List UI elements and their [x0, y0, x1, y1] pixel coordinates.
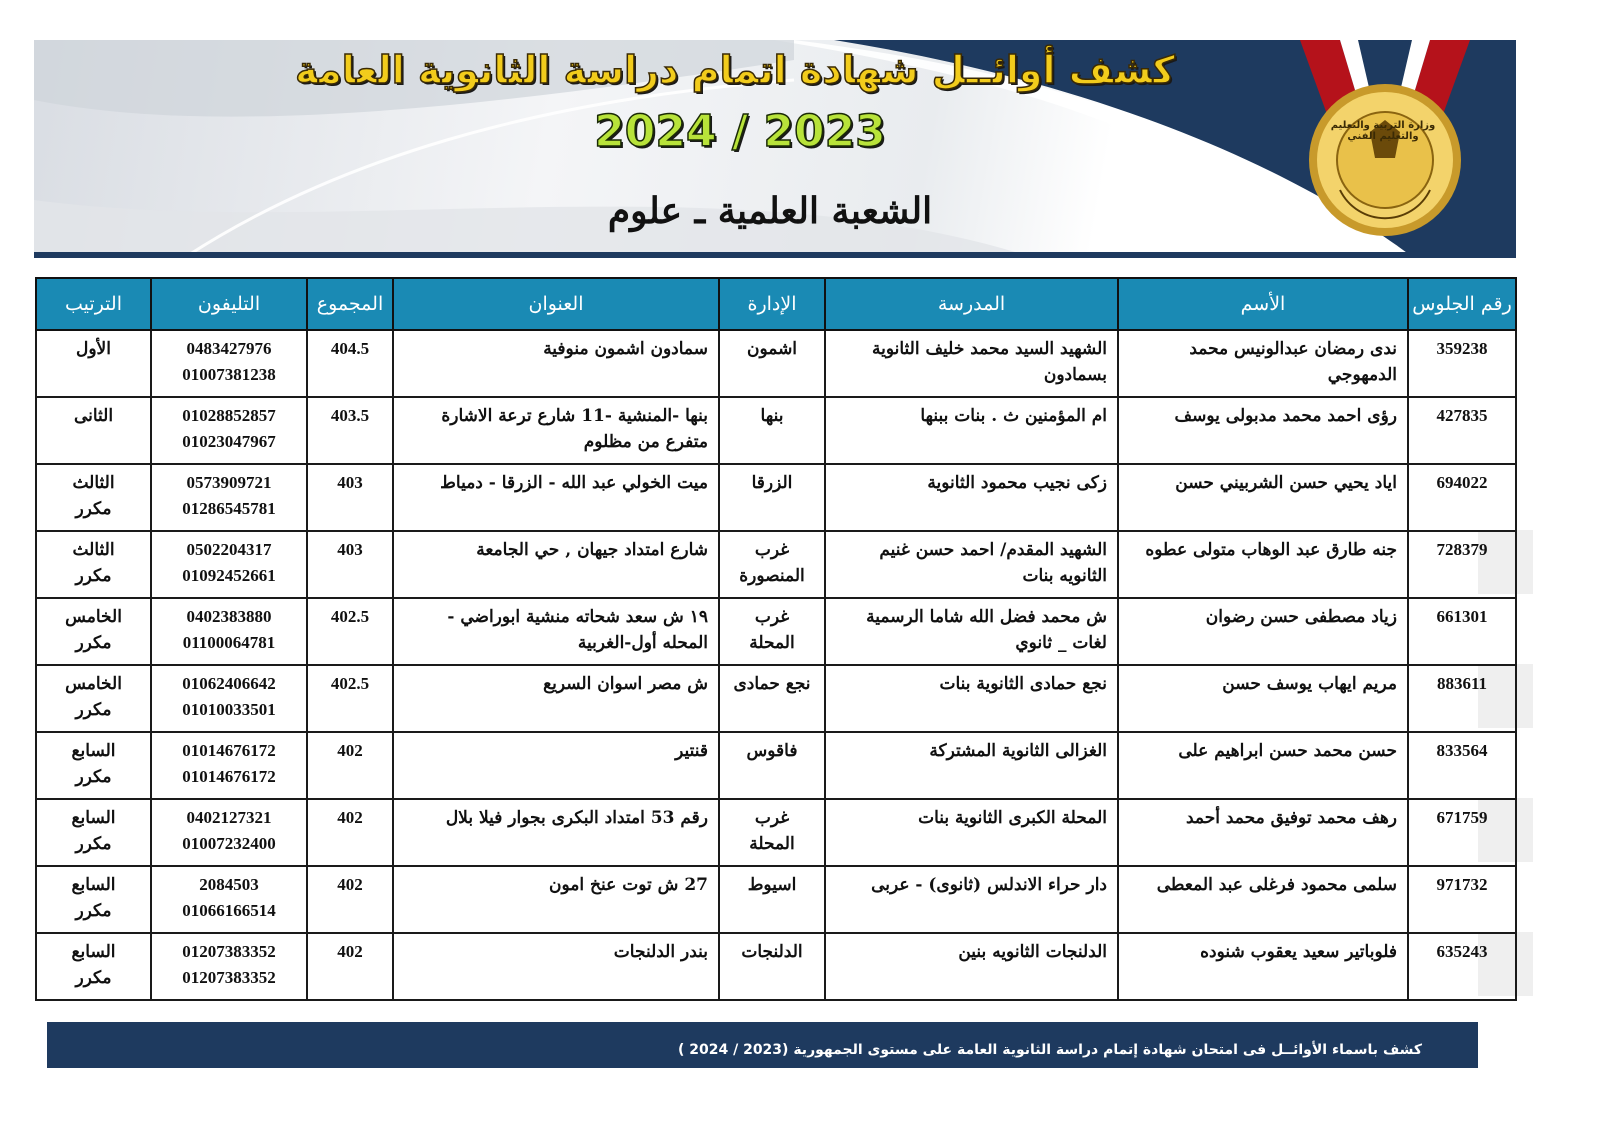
phone-cell — [151, 866, 307, 933]
phone-primary: 0402383880 — [186, 607, 272, 626]
column-header-seat: رقم الجلوس — [1408, 278, 1516, 330]
total-score: 404.5 — [307, 330, 393, 397]
rank-note: مكرر — [75, 499, 112, 519]
school-name: دار حراء الاندلس (ثانوى) - عربى — [825, 866, 1118, 933]
rank-label: السابع — [71, 741, 116, 761]
school-name: الدلنجات الثانويه بنين — [825, 933, 1118, 1000]
rank-note: مكرر — [75, 633, 112, 653]
student-name: اياد يحيي حسن الشربيني حسن — [1118, 464, 1408, 531]
rank-cell — [36, 799, 151, 866]
school-name: نجع حمادى الثانوية بنات — [825, 665, 1118, 732]
seat-number: 971732 — [1408, 866, 1516, 933]
rank-label: الخامس — [65, 674, 122, 694]
total-score: 403 — [307, 531, 393, 598]
rank-cell — [36, 531, 151, 598]
rank-label: السابع — [71, 942, 116, 962]
phone-cell — [151, 464, 307, 531]
rank-note: مكرر — [75, 767, 112, 787]
phone-primary: 2084503 — [199, 875, 259, 894]
address: ميت الخولي عبد الله - الزرقا - دمياط — [393, 464, 719, 531]
phone-cell — [151, 598, 307, 665]
rank-label: الخامس — [65, 607, 122, 627]
table-row — [36, 665, 1516, 732]
banner-divider — [34, 252, 1516, 258]
rank-note: مكرر — [75, 700, 112, 720]
rank-cell — [36, 665, 151, 732]
phone-cell — [151, 531, 307, 598]
page-subtitle: الشعبة العلمية ـ علوم — [607, 190, 933, 232]
administration: نجع حمادى — [719, 665, 825, 732]
student-name: سلمى محمود فرغلى عبد المعطى — [1118, 866, 1408, 933]
administration: بنها — [719, 397, 825, 464]
table-row — [36, 397, 1516, 464]
student-name: رهف محمد توفيق محمد أحمد — [1118, 799, 1408, 866]
phone-secondary: 01066166514 — [182, 901, 276, 920]
rank-cell — [36, 866, 151, 933]
page-title: كشف أوائــل شهادة اتمام دراسة الثانوية العامة — [295, 48, 1175, 92]
address: شارع امتداد جيهان , حي الجامعة — [393, 531, 719, 598]
column-header-total: المجموع — [307, 278, 393, 330]
student-name: ندى رمضان عبدالونيس محمد الدمهوجي — [1118, 330, 1408, 397]
student-name: حسن محمد حسن ابراهيم على — [1118, 732, 1408, 799]
school-name: ام المؤمنين ث . بنات ببنها — [825, 397, 1118, 464]
seat-number: 694022 — [1408, 464, 1516, 531]
administration: فاقوس — [719, 732, 825, 799]
phone-primary: 01028852857 — [182, 406, 276, 425]
student-name: رؤى احمد محمد مدبولى يوسف — [1118, 397, 1408, 464]
total-score: 402 — [307, 933, 393, 1000]
administration: اشمون — [719, 330, 825, 397]
phone-cell — [151, 397, 307, 464]
rank-note: مكرر — [75, 566, 112, 586]
phone-cell — [151, 732, 307, 799]
phone-secondary: 01023047967 — [182, 432, 276, 451]
phone-secondary: 01286545781 — [182, 499, 276, 518]
school-name: المحلة الكبرى الثانوية بنات — [825, 799, 1118, 866]
phone-primary: 0483427976 — [186, 339, 272, 358]
student-name: جنه طارق عبد الوهاب متولى عطوه — [1118, 531, 1408, 598]
administration: اسيوط — [719, 866, 825, 933]
phone-cell — [151, 665, 307, 732]
school-name: الشهيد المقدم/ احمد حسن غنيم الثانويه بنات — [825, 531, 1118, 598]
phone-secondary: 01100064781 — [182, 633, 276, 652]
seat-number: 728379 — [1408, 531, 1516, 598]
ministry-emblem-label: وزارة التربية والتعليم والتعليم الفني — [1330, 120, 1436, 142]
rank-cell — [36, 464, 151, 531]
phone-cell — [151, 330, 307, 397]
phone-cell — [151, 933, 307, 1000]
administration: الدلنجات — [719, 933, 825, 1000]
table-row — [36, 531, 1516, 598]
phone-primary: 01207383352 — [182, 942, 276, 961]
column-header-school: المدرسة — [825, 278, 1118, 330]
student-name: مريم ايهاب يوسف حسن — [1118, 665, 1408, 732]
column-header-phone: التليفون — [151, 278, 307, 330]
table-row — [36, 799, 1516, 866]
seat-number: 359238 — [1408, 330, 1516, 397]
footer-bar — [47, 1022, 1478, 1068]
address: 27 ش توت عنخ امون — [393, 866, 719, 933]
phone-secondary: 01092452661 — [182, 566, 276, 585]
results-table — [35, 277, 1517, 1001]
footer-text: كشف باسماء الأوائــل فى امتحان شهادة إتمام دراسة الثانوية العامة على مستوى الجمهورية (2023 / 2024 ) — [677, 1042, 1422, 1058]
phone-primary: 0502204317 — [186, 540, 272, 559]
administration: غرب المحلة — [719, 598, 825, 665]
table-header — [36, 278, 1516, 330]
seat-number: 671759 — [1408, 799, 1516, 866]
phone-cell — [151, 799, 307, 866]
rank-label: الثالث — [72, 540, 115, 560]
table-row — [36, 598, 1516, 665]
phone-primary: 01062406642 — [182, 674, 276, 693]
total-score: 402.5 — [307, 598, 393, 665]
seat-number: 427835 — [1408, 397, 1516, 464]
rank-cell — [36, 732, 151, 799]
total-score: 402 — [307, 732, 393, 799]
table-row — [36, 866, 1516, 933]
total-score: 402 — [307, 799, 393, 866]
seat-number: 635243 — [1408, 933, 1516, 1000]
rank-label: الأول — [76, 339, 111, 359]
address: قنتير — [393, 732, 719, 799]
seat-number: 883611 — [1408, 665, 1516, 732]
phone-primary: 01014676172 — [182, 741, 276, 760]
academic-year: 2024 / 2023 — [594, 106, 886, 157]
total-score: 402 — [307, 866, 393, 933]
total-score: 403.5 — [307, 397, 393, 464]
seat-number: 833564 — [1408, 732, 1516, 799]
rank-label: الثالث — [72, 473, 115, 493]
address: بنها -المنشية -11 شارع ترعة الاشارة متفرع من مظلوم — [393, 397, 719, 464]
rank-note: مكرر — [75, 901, 112, 921]
school-name: ش محمد فضل الله شاما الرسمية لغات _ ثانوي — [825, 598, 1118, 665]
rank-note: مكرر — [75, 968, 112, 988]
rank-cell — [36, 598, 151, 665]
rank-label: السابع — [71, 875, 116, 895]
phone-secondary: 01007232400 — [182, 834, 276, 853]
address: رقم 53 امتداد البكرى بجوار فيلا بلال — [393, 799, 719, 866]
address: سمادون اشمون منوفية — [393, 330, 719, 397]
address: ١٩ ش سعد شحاته منشية ابوراضي - المحله أول-الغربية — [393, 598, 719, 665]
student-name: زياد مصطفى حسن رضوان — [1118, 598, 1408, 665]
total-score: 402.5 — [307, 665, 393, 732]
seat-number: 661301 — [1408, 598, 1516, 665]
rank-label: السابع — [71, 808, 116, 828]
address: ش مصر اسوان السريع — [393, 665, 719, 732]
address: بندر الدلنجات — [393, 933, 719, 1000]
column-header-address: العنوان — [393, 278, 719, 330]
administration: غرب المنصورة — [719, 531, 825, 598]
school-name: الشهيد السيد محمد خليف الثانوية بسمادون — [825, 330, 1118, 397]
administration: غرب المحلة — [719, 799, 825, 866]
student-name: فلوباتير سعيد يعقوب شنوده — [1118, 933, 1408, 1000]
table-row — [36, 732, 1516, 799]
total-score: 403 — [307, 464, 393, 531]
phone-primary: 0573909721 — [186, 473, 272, 492]
rank-cell — [36, 933, 151, 1000]
column-header-name: الأسم — [1118, 278, 1408, 330]
phone-secondary: 01014676172 — [182, 767, 276, 786]
table-row — [36, 464, 1516, 531]
rank-cell — [36, 397, 151, 464]
rank-cell — [36, 330, 151, 397]
rank-note: مكرر — [75, 834, 112, 854]
phone-secondary: 01207383352 — [182, 968, 276, 987]
school-name: زكى نجيب محمود الثانوية — [825, 464, 1118, 531]
column-header-rank: الترتيب — [36, 278, 151, 330]
administration: الزرقا — [719, 464, 825, 531]
rank-label: الثانى — [73, 406, 114, 426]
table-body — [36, 330, 1516, 1000]
phone-secondary: 01010033501 — [182, 700, 276, 719]
table-row — [36, 933, 1516, 1000]
column-header-administration: الإدارة — [719, 278, 825, 330]
phone-primary: 0402127321 — [186, 808, 272, 827]
phone-secondary: 01007381238 — [182, 365, 276, 384]
school-name: الغزالى الثانوية المشتركة — [825, 732, 1118, 799]
table-row — [36, 330, 1516, 397]
